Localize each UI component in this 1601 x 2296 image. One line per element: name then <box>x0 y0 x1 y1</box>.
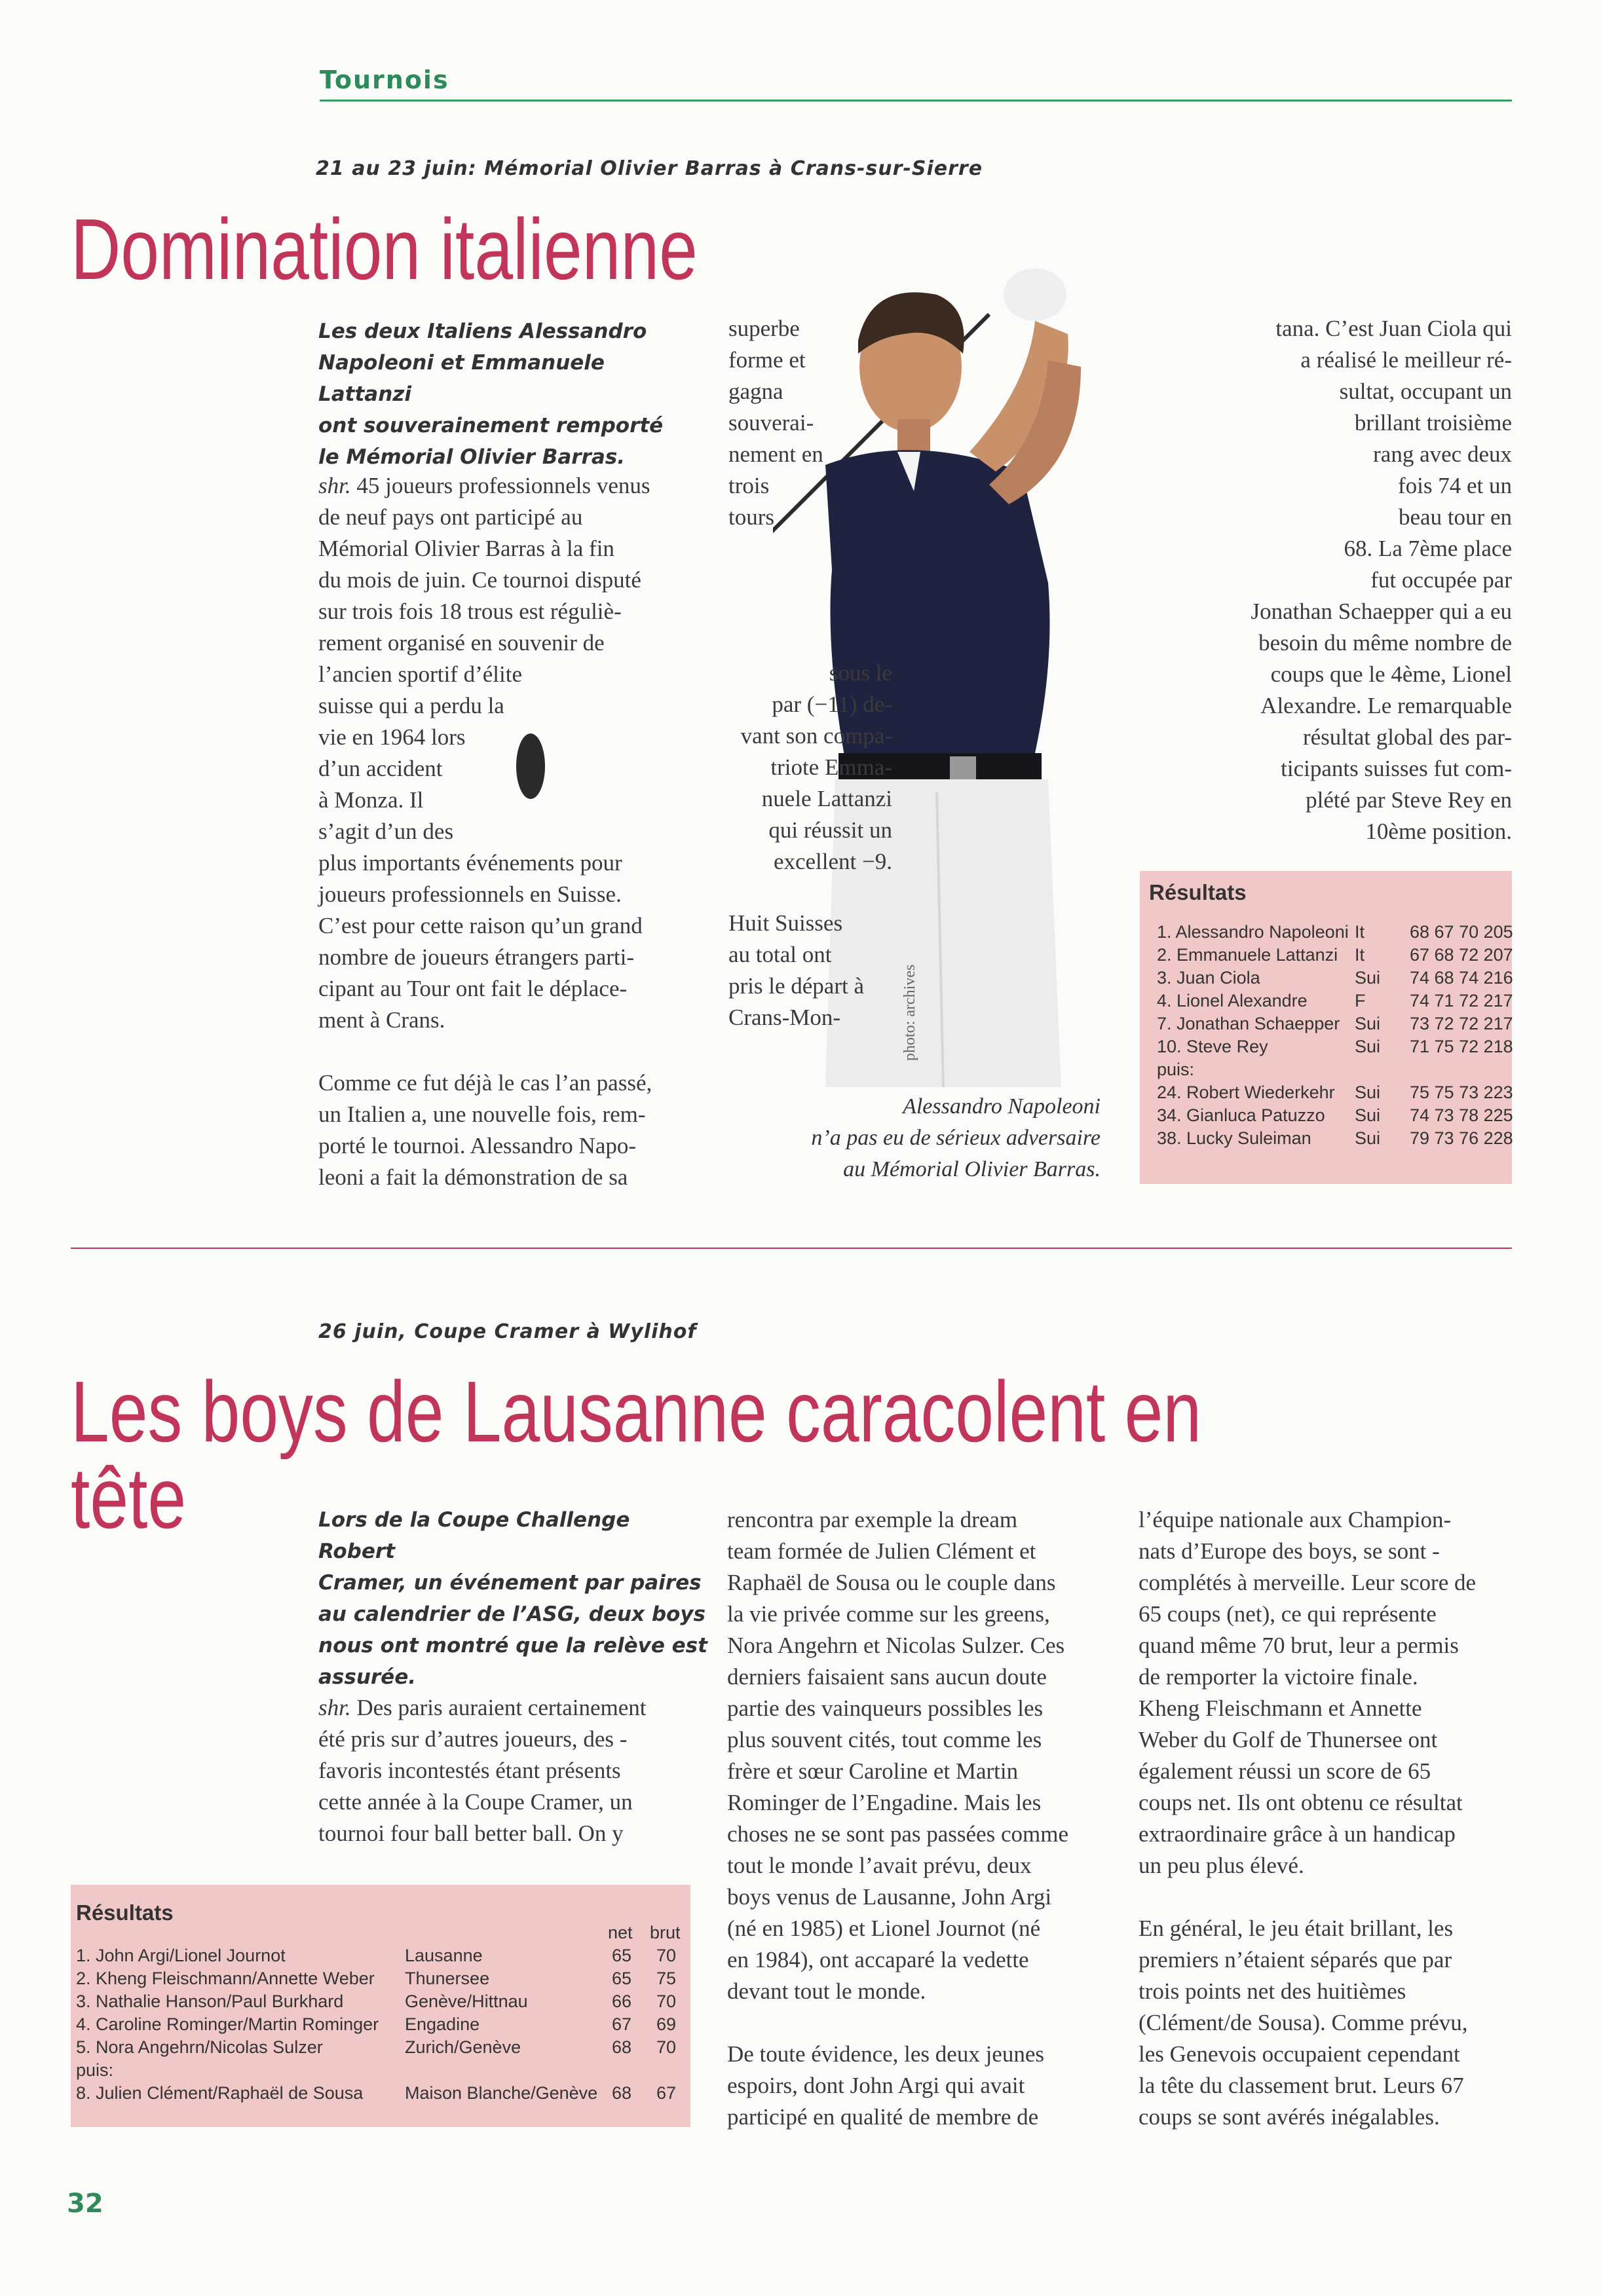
table-row: 2. Kheng Fleischmann/Annette Weber Thunersee 65 75 <box>76 1969 677 1988</box>
article1-kicker: 21 au 23 juin: Mémorial Olivier Barras à Crans-sur-Sierre <box>316 157 983 180</box>
table-row: 5. Nora Angehrn/Nicolas Sulzer Zurich/Genève 68 70 <box>76 2037 677 2057</box>
page-number: 32 <box>67 2189 104 2219</box>
table-row: 8. Julien Clément/Raphaël de Sousa Maison Blanche/Genève 68 67 <box>76 2083 677 2103</box>
table-row: 4. Caroline Rominger/Martin Rominger Engadine 67 69 <box>76 2014 677 2034</box>
article1-headline: Domination italienne <box>71 201 698 297</box>
table-row: 3. Nathalie Hanson/Paul Burkhard Genève/Hittnau 66 70 <box>76 1991 677 2011</box>
table-row: puis: <box>76 2060 114 2080</box>
table-row: 4. Lionel Alexandre F 74 71 72 217 <box>1157 991 1513 1010</box>
results-title: Résultats <box>76 1900 174 1925</box>
results-table-1 <box>1157 921 1511 1150</box>
photo-credit: photo: archives <box>901 964 918 1061</box>
article2-byline: shr. <box>318 1695 351 1720</box>
table-row: puis: <box>1157 1060 1195 1079</box>
article1-col2-top: superbe forme et gagna souverai- nement en trois tours <box>728 316 823 530</box>
table-row: 1. Alessandro Napoleoni It 68 67 70 205 <box>1157 922 1513 942</box>
article2-kicker: 26 juin, Coupe Cramer à Wylihof <box>318 1320 697 1343</box>
table-row: 7. Jonathan Schaepper Sui 73 72 72 217 <box>1157 1014 1513 1033</box>
header-rule <box>320 100 1512 102</box>
results-title: Résultats <box>1149 880 1247 904</box>
table-row: 3. Juan Ciola Sui 74 68 74 216 <box>1157 968 1513 988</box>
article2-col3: l’équipe nationale aux Champion- nats d’Europe des boys, se sont - complétés à merveille. Leur score de 65 coups (net), ce qui représente quand même 70 brut, leur a permis de remporter la victoire finale. Kheng Fleischmann et Annette Weber du Golf de Thunersee ont également réussi un score de 65 coups net. Ils ont obtenu ce résultat extraordinaire grâce à un handicap un peu plus élevé. En général, le jeu était brillant, les premiers n’étaient séparés que par trois points net des huitièmes (Clément/de Sousa). Comme prévu, les Genevois occupaient cependant la tête du classement brut. Leurs 67 coups se sont avérés inégalables. <box>1139 1507 1477 2130</box>
results-box-1 <box>1140 871 1512 1184</box>
section-divider <box>71 1248 1512 1249</box>
results-table-2 <box>76 1921 685 2105</box>
table-row: 10. Steve Rey Sui 71 75 72 218 <box>1157 1037 1513 1056</box>
table-header: net brut <box>608 1923 681 1942</box>
table-row: 34. Gianluca Patuzzo Sui 74 73 78 225 <box>1157 1105 1513 1125</box>
article1-lead: Les deux Italiens Alessandro Napoleoni et Emmanuele Lattanzi ont souverainement remporté le Mémorial Olivier Barras. <box>318 320 664 469</box>
article1-col2-mid: sous le par (−11) de- vant son compa- triote Emma- nuele Lattanzi qui réussit un excellent −9. <box>740 660 892 874</box>
article1-col1: shr. 45 joueurs professionnels venus de neuf pays ont participé au Mémorial Olivier Barras à la fin du mois de juin. Ce tournoi disputé sur trois fois 18 trous est réguliè- rement organisé en souvenir de l’ancien sportif d’élite suisse qui a perdu la vie en 1964 lors d’un accident à Monza. Il s’agit d’un des plus importants événements pour joueurs professionnels en Suisse. C’est pour cette raison qu’un grand nombre de joueurs étrangers parti- cipant au Tour ont fait le déplace- ment à Crans. Comme ce fut déjà le cas l’an passé, un Italien a, une nouvelle fois, rem- porté le tournoi. Alessandro Napo- leoni a fait la démonstration de sa <box>318 473 652 1190</box>
article2-headline: Les boys de Lausanne caracolent en tête <box>71 1363 1202 1546</box>
article1-col2-bot: Huit Suisses au total ont pris le départ à Crans-Mon- <box>728 910 864 1030</box>
article2-col2: rencontra par exemple la dream team formée de Julien Clément et Raphaël de Sousa ou le couple dans la vie privée comme sur les greens, Nora Angehrn et Nicolas Sulzer. Ces derniers faisaient sans aucun doute partie des vainqueurs possibles les plus souvent cités, tout comme les frère et sœur Caroline et Martin Rominger de l’Engadine. Mais les choses ne se sont pas passées comme tout le monde l’avait prévu, deux boys venus de Lausanne, John Argi (né en 1985) et Lionel Journot (né en 1984), ont accaparé la vedette devant tout le monde. De toute évidence, les deux jeunes espoirs, dont John Argi qui avait participé en qualité de membre de <box>727 1507 1068 2130</box>
table-row: 2. Emmanuele Lattanzi It 67 68 72 207 <box>1157 945 1513 965</box>
section-label: Tournois <box>320 65 449 94</box>
article2-lead: Lors de la Coupe Challenge Robert Cramer, un événement par paires au calendrier de l’ASG, deux boys nous ont montré que la relève est assurée. <box>318 1508 707 1689</box>
results-box-2 <box>71 1885 690 2127</box>
article1-byline: shr. <box>318 473 351 498</box>
article2-col1: shr. Des paris auraient certainement été pris sur d’autres joueurs, des - favoris incontestés étant présents cette année à la Coupe Cramer, un tournoi four ball better ball. On y <box>318 1695 647 1846</box>
article1-col3: tana. C’est Juan Ciola qui a réalisé le meilleur ré- sultat, occupant un brillant troisième rang avec deux fois 74 et un beau tour en 68. La 7ème place fut occupée par Jonathan Schaepper qui a eu besoin du même nombre de coups que le 4ème, Lionel Alexandre. Le remarquable résultat global des par- ticipants suisses fut com- plété par Steve Rey en 10ème position. <box>1251 316 1512 844</box>
table-row: 24. Robert Wiederkehr Sui 75 75 73 223 <box>1157 1083 1513 1102</box>
table-row: 1. John Argi/Lionel Journot Lausanne 65 70 <box>76 1946 677 1965</box>
photo-caption: Alessandro Napoleoni n’a pas eu de sérieux adversaire au Mémorial Olivier Barras. <box>811 1094 1101 1181</box>
table-row: 38. Lucky Suleiman Sui 79 73 76 228 <box>1157 1128 1513 1148</box>
